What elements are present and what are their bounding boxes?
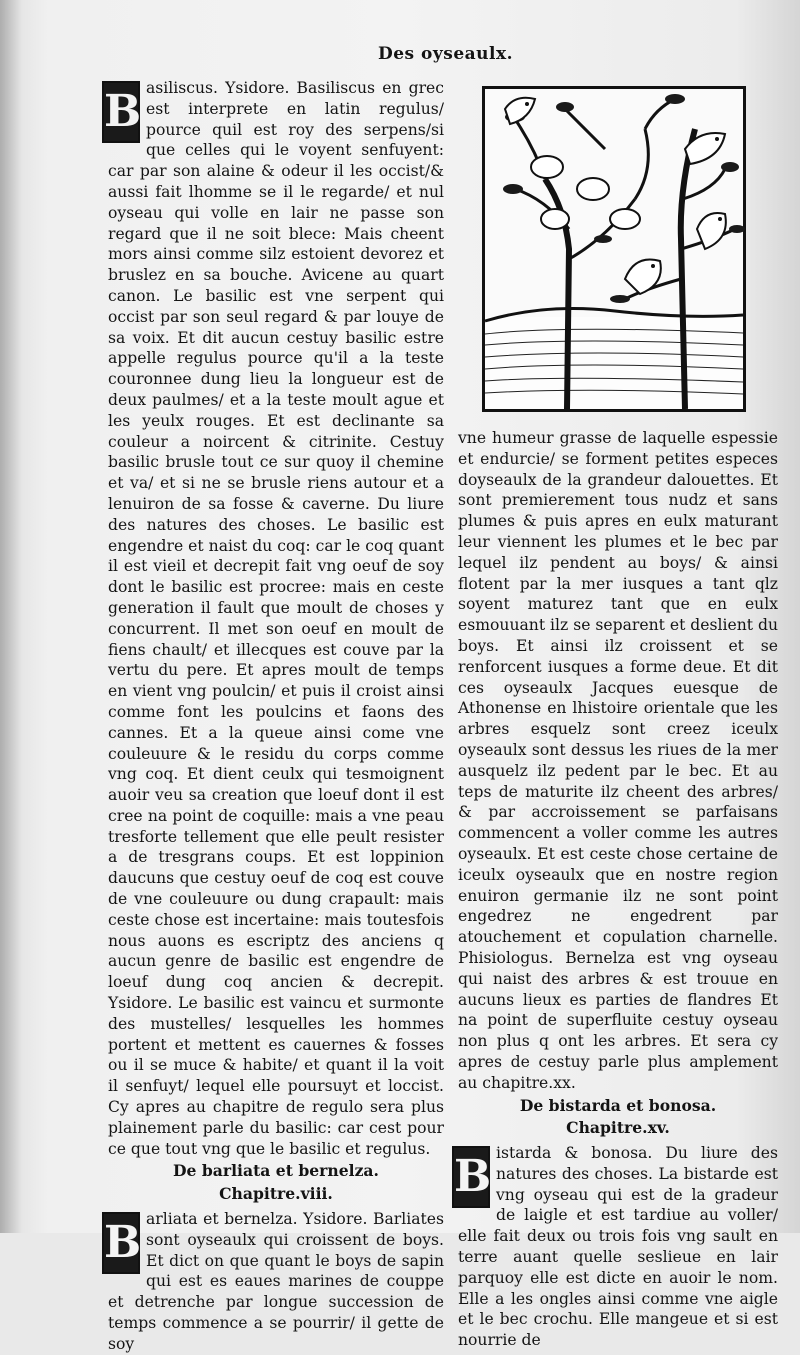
right-column — [454, 428, 779, 1351]
bistarda-text: istarda & bonosa. Du liure des natures des choses. La bistarde est vng oyseau qui est de la gradeur de laigle et est tardiue au voller/ elle fait deux ou trois fois vng sault en terre auant quelle seslieue en lair parquoy elle est dicte en auoir le nom. Elle a les ongles ainsi comme vne aigle et le bec crochu. Elle mangeue et si est nourrie de — [458, 1144, 778, 1350]
barliata-entry — [104, 1209, 444, 1355]
section-heading-barliata: De barliata et bernelza. — [173, 1161, 379, 1181]
barliata-text: arliata et bernelza. Ysidore. Barliates sont oyseaulx qui croissent de boys. Et dict on que quant le boys de sapin qui est es eaues marines de couppe et detrenche par longue succession de temps commence a se pourrir/ il gette de soy — [108, 1210, 444, 1353]
decorated-initial: B — [102, 81, 140, 143]
barliata-continuation: vne humeur grasse de laquelle espessie et endurcie/ se forment petites especes doyseaulx de la grandeur dalouettes. Et sont premierement tous nudz et sans plumes & puis apres en eulx maturant leur viennent les plumes et le bec par lequel ilz pendent au boys/ & ainsi flotent par la mer iusques a tant qlz soyent maturez tant que en eulx esmouuant ilz se separent et deslient du boys. Et ainsi ilz croissent et se renforcent iusques a forme deue. Et dit ces oyseaulx Jacques euesque de Athonense en lhistoire orientale que les arbres esquelz sont creez iceulx oyseaulx sont dessus les riues de la mer ausquelz ilz pedent par le bec. Et au teps de maturite ilz cheent des arbres/ & par accroissement se parfaisans commencent a voller comme les autres oyseaulx. Et est ceste chose certaine de iceulx oyseaulx que en nostre region enuiron germanie ilz ne sont point engedrez ne engedrent par atouchement et copulation charnelle. Phisiologus. Bernelza est vng oyseau qui naist des arbres & est trouue en aucuns lieux es parties de flandres Et na point de superfluite cestuy oyseau non plus q ont les arbres. Et sera cy apres de cestuy parle plus amplement au chapitre.xx. — [458, 429, 779, 1092]
section-heading-bistarda: De bistarda et bonosa. — [519, 1095, 717, 1115]
gutter-shadow — [0, 0, 22, 1233]
tree-birds-woodcut — [485, 89, 743, 409]
decorated-initial: B — [102, 1212, 140, 1274]
bistarda-entry — [454, 1143, 778, 1351]
chapter-label-viii: Chapitre.viii. — [219, 1184, 333, 1204]
decorated-initial: B — [452, 1146, 490, 1208]
basiliscus-text: asiliscus. Ysidore. Basiliscus en grec est interprete en latin regulus/ pource quil est roy des serpens/si que celles qui le voyent senfuyent: car par son alaine & odeur il les occist/& aussi fait lhomme se il le regarde/ et nul oyseau qui volle en lair ne passe son regard que il ne soit blece: Mais cheent mors ainsi comme silz estoient devorez et bruslez en sa bouche. Avicene au quart canon. Le basilic est vne serpent qui occist par son seul regard & par louye de sa voix. Et dit aucun cestuy basilic estre appelle regulus pource qu'il a la teste couronnee dung lieu la longueur est de deux paulmes/ et a la teste moult ague et les yeulx rouges. Et est declinante sa couleur a noircent & citrinite. Cestuy basilic brusle tout ce sur quoy il chemine et va/ et si ne se brusle riens autour et a lenuiron de sa fosse & caverne. Du liure des natures des choses. Le basilic est engendre et naist du coq: car le coq quant il est vieil et decrepit fait vng oeuf de soy dont le basilic est procree: mais en ceste generation il fault que moult de choses y concurrent. Il met son oeuf en moult de fiens chault/ et illecques est couve par la vertu du pere. Et apres moult de temps en vient vng poulcin/ et puis il croist ainsi comme font les poulcins et faons des cannes. Et a la queue ainsi come vne couleuure & le residu du corps comme vng coq. Et dient ceulx qui tesmoignent auoir veu sa creation que loeuf dont il est cree na point de coquille: mais a vne peau tresforte tellement que elle peult resister a de tresgrans coups. Et est loppinion daucuns que cestuy oeuf de coq est couve de vne couleuure ou dung crapault: mais ceste chose est incertaine: mais toutesfois nous auons es escriptz des anciens q aucun genre de basilic est engendre de loeuf dung coq ancien & decrepit. Ysidore. Le basilic est vaincu et surmonte des mustelles/ lesquelles les hommes portent et mettent es cauernes & fosses ou il se muce & habite/ et quant il la voit il senfuyt/ lequel elle poursuyt et loccist. Cy apres au chapitre de regulo sera plus plainement parle du basilic: car cest pour ce que tout vng que le basilic et regulus. — [108, 79, 444, 1158]
left-column — [104, 78, 444, 1355]
running-head: Des oyseaulx. — [378, 44, 514, 64]
chapter-label-xv: Chapitre.xv. — [566, 1118, 670, 1138]
woodcut-illustration — [482, 86, 746, 412]
basiliscus-entry — [104, 78, 444, 1159]
